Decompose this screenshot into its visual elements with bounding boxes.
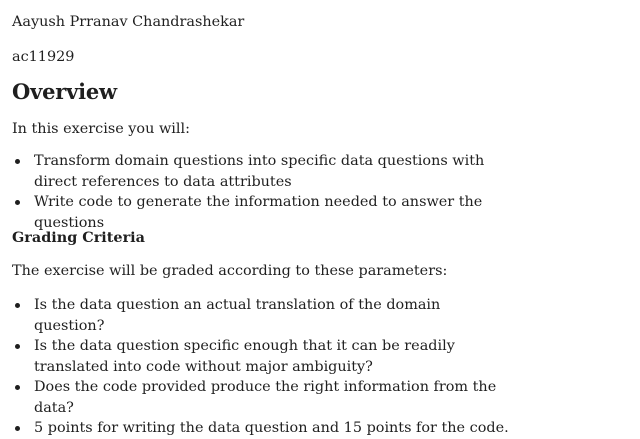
list-item: 5 points for writing the data question and 15 points for the code.: [12, 418, 512, 439]
overview-intro: In this exercise you will:: [12, 121, 190, 137]
author-name: Aayush Prranav Chandrashekar: [12, 14, 245, 30]
list-item: Transform domain questions into specific data questions with direct references to data attributes: [12, 151, 512, 192]
overview-heading: Overview: [12, 79, 117, 104]
student-id: ac11929: [12, 49, 75, 65]
criteria-list: [12, 295, 512, 439]
list-item: Is the data question specific enough that it can be readily translated into code without major ambiguity?: [12, 336, 512, 377]
list-item: Is the data question an actual translation of the domain question?: [12, 295, 512, 336]
list-item: Does the code provided produce the right information from the data?: [12, 377, 512, 418]
list-item: Write code to generate the information needed to answer the questions: [12, 192, 512, 233]
task-list: [12, 151, 512, 233]
grading-criteria-heading: Grading Criteria: [12, 229, 145, 246]
grading-intro: The exercise will be graded according to these parameters:: [12, 263, 448, 279]
